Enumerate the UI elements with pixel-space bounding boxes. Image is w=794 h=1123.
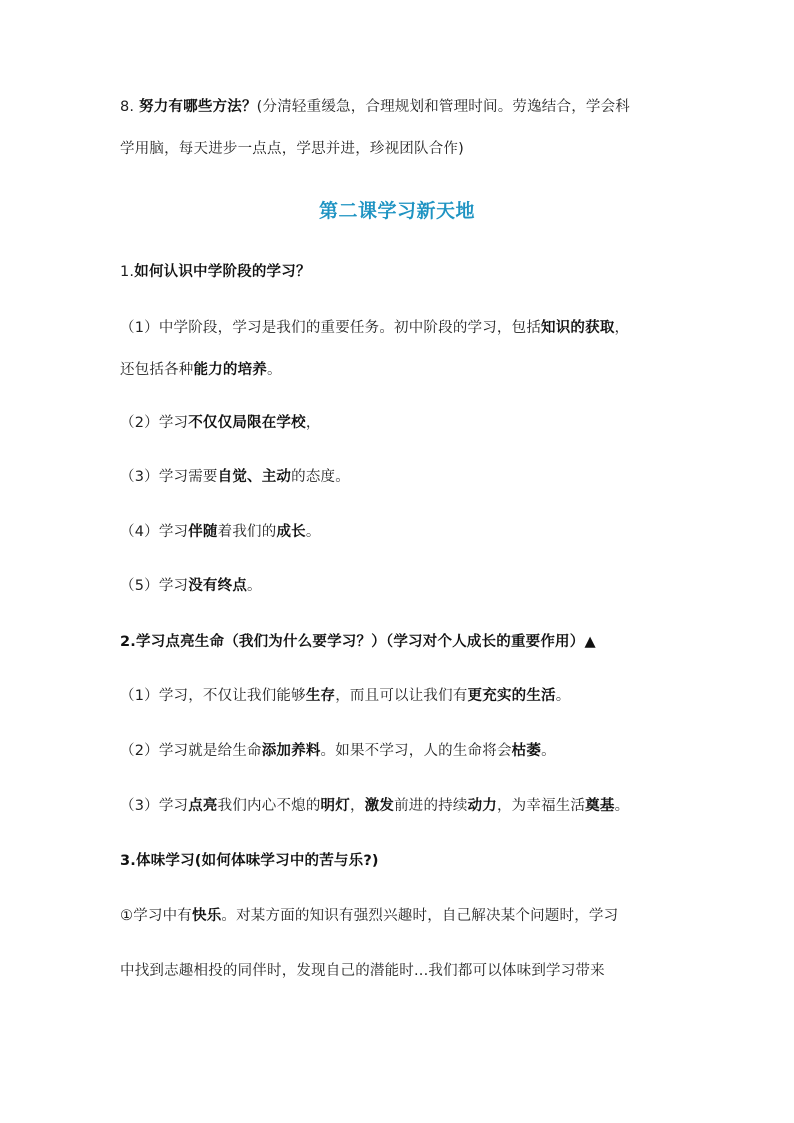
bold-text-run: 伴随 (188, 524, 218, 540)
text-run: 。 (305, 524, 321, 540)
bold-text-run: 激发 (364, 798, 395, 814)
bold-text-run: 不仅仅局限在学校 (188, 415, 306, 431)
bold-text-run: 2.学习点亮生命（我们为什么要学习？）（学习对个人成长的重要作用）▲ (120, 634, 596, 650)
text-run: 。 (555, 688, 571, 704)
text-run: 1. (120, 264, 135, 280)
text-run: （4）学习 (120, 524, 189, 540)
paragraph-line (120, 360, 282, 380)
paragraph-line (120, 796, 629, 816)
text-run: 前进的持续 (394, 798, 468, 814)
text-run: 8. (120, 99, 140, 115)
paragraph-line (120, 467, 350, 487)
bold-text-run: 成长 (276, 524, 306, 540)
bold-text-run: 没有终点 (188, 578, 248, 594)
text-run: 。 (267, 362, 282, 378)
bold-text-run: 自觉、主动 (217, 469, 292, 485)
text-run: ， (349, 798, 365, 814)
paragraph-line (120, 413, 321, 433)
bold-text-run: 枯萎 (511, 743, 542, 759)
text-run: ， (305, 415, 321, 431)
text-run: （1）中学阶段，学习是我们的重要任务。初中阶段的学习，包括 (120, 320, 542, 336)
text-run: ①学习中有 (120, 908, 192, 924)
paragraph-line (120, 262, 311, 282)
bold-text-run: 努力有哪些方法？ (139, 99, 257, 115)
paragraph-line (120, 961, 605, 981)
text-run: 的态度。 (291, 469, 350, 485)
bold-text-run: 知识的获取 (541, 320, 615, 336)
paragraph-line (120, 741, 556, 761)
paragraph-line (120, 522, 321, 542)
bold-text-run: 更充实的生活 (467, 688, 556, 704)
text-run: 着我们的 (217, 524, 277, 540)
bold-text-run: 点亮 (188, 798, 218, 814)
bold-text-run: 能力的培养 (193, 362, 267, 378)
text-run: （2）学习就是给生命 (120, 743, 262, 759)
paragraph-line (120, 576, 262, 596)
paragraph-line (120, 318, 629, 338)
text-run: (分清轻重缓急，合理规划和管理时间。劳逸结合，学会科 (256, 99, 631, 115)
paragraph-line (120, 686, 570, 706)
text-run: 。 (541, 743, 556, 759)
bold-text-run: 快乐 (192, 908, 222, 924)
bold-text-run: 明灯 (320, 798, 350, 814)
paragraph-line (120, 632, 596, 652)
text-run: （1）学习，不仅让我们能够 (120, 688, 306, 704)
text-run: （3）学习需要 (120, 469, 218, 485)
text-run: ，而且可以让我们有 (335, 688, 468, 704)
bold-text-run: 生存 (305, 688, 336, 704)
section-title: 第二课学习新天地 (318, 200, 475, 222)
text-run: ， (614, 320, 630, 336)
paragraph-line (120, 906, 618, 926)
bold-text-run: 奠基 (585, 798, 615, 814)
text-run: （2）学习 (120, 415, 189, 431)
text-run: 。 (614, 798, 630, 814)
text-run: 中找到志趣相投的同伴时，发现自己的潜能时...我们都可以体味到学习带来 (120, 963, 605, 979)
bold-text-run: 如何认识中学阶段的学习？ (134, 264, 311, 280)
text-run: 还包括各种 (120, 362, 194, 378)
text-run: 。对某方面的知识有强烈兴趣时，自己解决某个问题时，学习 (221, 908, 619, 924)
text-run: （3）学习 (120, 798, 189, 814)
paragraph-line (120, 851, 379, 871)
text-run: ，为幸福生活 (496, 798, 586, 814)
text-run: 学用脑，每天进步一点点，学思并进，珍视团队合作) (120, 141, 464, 157)
paragraph-line (120, 97, 630, 117)
bold-text-run: 3.体味学习(如何体味学习中的苦与乐?) (120, 853, 379, 869)
bold-text-run: 动力 (467, 798, 497, 814)
text-run: （5）学习 (120, 578, 189, 594)
text-run: 。如果不学习，人的生命将会 (320, 743, 512, 759)
text-run: 。 (247, 578, 262, 594)
paragraph-line (120, 139, 464, 159)
text-run: 我们内心不熄的 (217, 798, 321, 814)
bold-text-run: 添加养料 (261, 743, 321, 759)
